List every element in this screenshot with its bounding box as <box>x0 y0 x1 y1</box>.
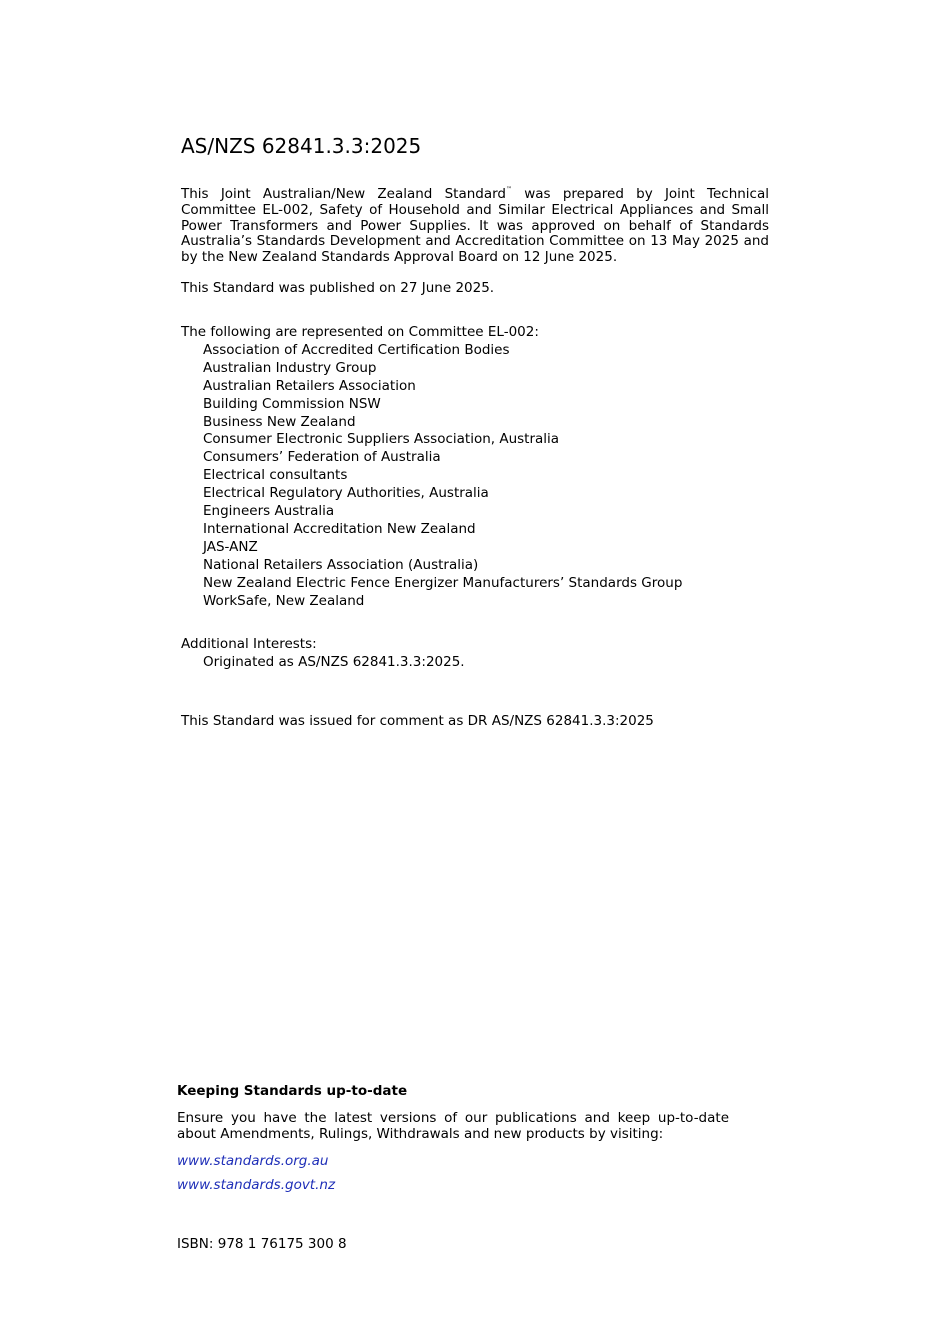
committee-member: Consumers’ Federation of Australia <box>203 449 441 466</box>
keeping-standards-body: Ensure you have the latest versions of our publications and keep up-to-date about Amendments, Rulings, Withdrawals and new products by visiting: <box>177 1110 729 1142</box>
committee-member-list <box>181 342 682 611</box>
isbn: ISBN: 978 1 76175 300 8 <box>177 1236 347 1252</box>
committee-member: Building Commission NSW <box>203 395 381 412</box>
issued-for-comment-statement: This Standard was issued for comment as DR AS/NZS 62841.3.3:2025 <box>181 713 654 729</box>
committee-member: Australian Industry Group <box>203 359 377 376</box>
page-title: AS/NZS 62841.3.3:2025 <box>181 134 422 158</box>
committee-member: International Accreditation New Zealand <box>203 520 476 537</box>
intro-paragraph <box>181 187 769 266</box>
intro-text-after: was prepared by Joint Technical Committee EL-002, Safety of Household and Similar Electrical Appliances and Small Power Transformers and Power Supplies. It was approved on behalf of Standards Australia’s Standards Development and Accreditation Committee on 13 May 2025 and by the New Zealand Standards Approval Board on 12 June 2025. <box>181 186 770 266</box>
committee-member: JAS-ANZ <box>203 538 258 555</box>
standards-nz-link[interactable]: www.standards.govt.nz <box>177 1177 336 1193</box>
committee-member: Electrical Regulatory Authorities, Australia <box>203 485 489 502</box>
committee-member: Electrical consultants <box>203 467 348 484</box>
committee-member: National Retailers Association (Australia) <box>203 556 479 573</box>
committee-member: Association of Accredited Certification Bodies <box>203 341 510 358</box>
committee-member: New Zealand Electric Fence Energizer Manufacturers’ Standards Group <box>203 574 683 591</box>
committee-member: Business New Zealand <box>203 413 356 430</box>
additional-interest-item: Originated as AS/NZS 62841.3.3:2025. <box>203 654 465 670</box>
committee-member: Australian Retailers Association <box>203 377 416 394</box>
committee-member: Consumer Electronic Suppliers Association, Australia <box>203 431 560 448</box>
committee-member: WorkSafe, New Zealand <box>203 592 365 609</box>
additional-interests-heading: Additional Interests: <box>181 636 317 652</box>
additional-interests-section <box>181 635 465 671</box>
additional-interests-list <box>181 653 465 671</box>
committee-heading: The following are represented on Committee EL-002: <box>181 324 539 340</box>
standards-australia-link[interactable]: www.standards.org.au <box>177 1153 329 1169</box>
intro-text-before: This Joint Australian/New Zealand Standard <box>181 186 507 202</box>
committee-member: Engineers Australia <box>203 503 335 520</box>
published-statement: This Standard was published on 27 June 2025. <box>181 280 495 296</box>
committee-section <box>181 324 682 611</box>
keeping-standards-heading: Keeping Standards up-to-date <box>177 1083 408 1099</box>
trademark-symbol: ™ <box>506 186 513 193</box>
